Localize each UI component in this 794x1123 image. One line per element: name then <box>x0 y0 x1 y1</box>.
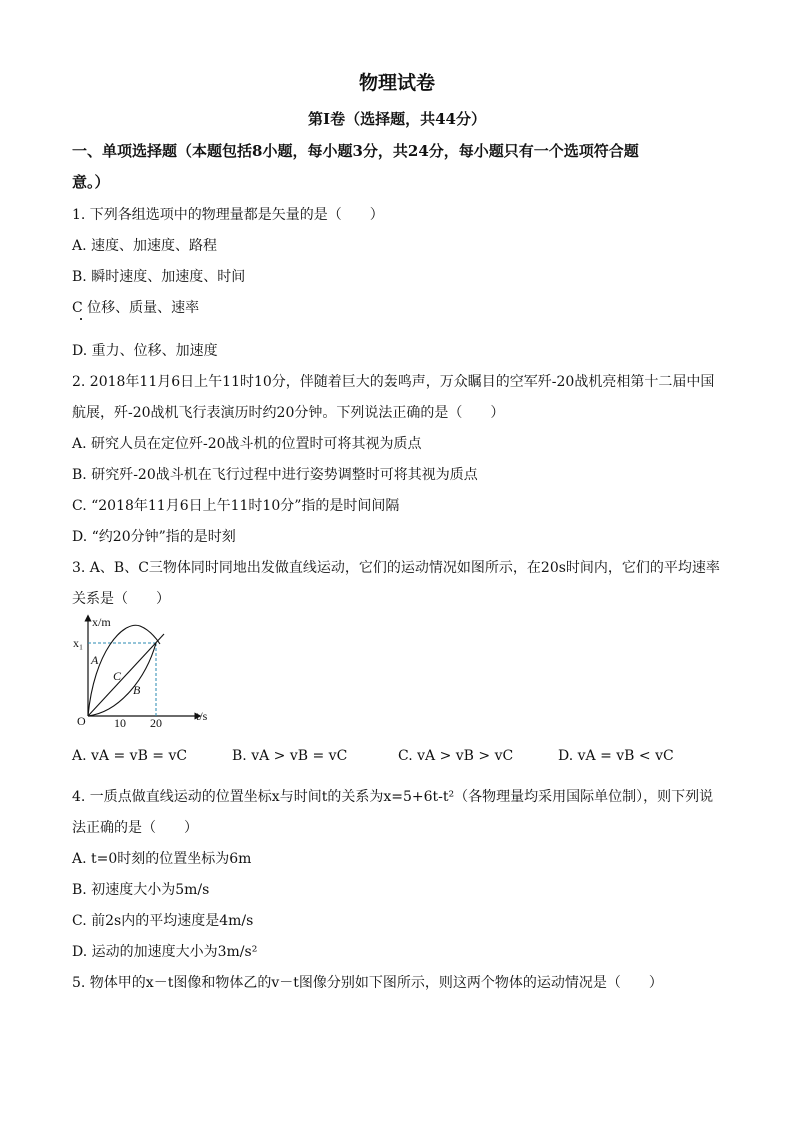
q3-option-d: D. vA = vB < vC <box>558 748 674 764</box>
q4-stem-line1: 4. 一质点做直线运动的位置坐标x与时间t的关系为x=5+6t-t²（各物理量均采用国际单位制），则下列说 <box>72 789 714 805</box>
q4-option-b: B. 初速度大小为5m/s <box>72 882 210 898</box>
q2-option-d: D. “约20分钟”指的是时刻 <box>72 529 236 545</box>
y-axis-label: x/m <box>92 615 111 629</box>
q5-stem: 5. 物体甲的x－t图像和物体乙的v－t图像分别如下图所示，则这两个物体的运动情况是（ ） <box>72 975 663 991</box>
q2-option-a: A. 研究人员在定位歼-20战斗机的位置时可将其视为质点 <box>72 436 422 452</box>
q3-option-a: A. vA = vB = vC <box>72 748 188 764</box>
stray-dot <box>80 318 82 320</box>
q3-stem-line1: 3. A、B、C三物体同时同地出发做直线运动，它们的运动情况如图所示，在20s时间内，它们的平均速率 <box>72 560 720 576</box>
q1-option-a: A. 速度、加速度、路程 <box>72 238 218 254</box>
q2-stem-line1: 2. 2018年11月6日上午11时10分，伴随着巨大的轰鸣声，万众瞩目的空军歼-20战机亮相第十二届中国 <box>72 374 715 390</box>
q1-option-b: B. 瞬时速度、加速度、时间 <box>72 269 246 285</box>
q3-xt-graph <box>68 612 218 730</box>
q1-stem: 1. 下列各组选项中的物理量都是矢量的是（ ） <box>72 207 384 223</box>
part-subtitle: 第Ⅰ卷（选择题，共44分） <box>308 110 486 128</box>
q4-option-a: A. t=0时刻的位置坐标为6m <box>72 851 252 867</box>
x-axis-label: t/s <box>196 709 208 723</box>
label-a: A <box>91 653 99 667</box>
q2-option-b: B. 研究歼-20战斗机在飞行过程中进行姿势调整时可将其视为质点 <box>72 467 478 483</box>
q1-option-c: C 位移、质量、速率 <box>72 300 200 316</box>
origin-label: O <box>77 714 86 728</box>
q2-stem-line2: 航展，歼-20战机飞行表演历时约20分钟。下列说法正确的是（ ） <box>72 405 505 421</box>
curve-a <box>88 625 160 716</box>
section-heading-line2: 意。） <box>72 173 110 191</box>
x1-label: x₁ <box>73 636 84 650</box>
tick-10: 10 <box>114 716 126 730</box>
q2-option-c: C. “2018年11月6日上午11时10分”指的是时间间隔 <box>72 498 400 514</box>
line-c <box>88 634 164 716</box>
page-title: 物理试卷 <box>358 72 435 94</box>
label-b: B <box>133 683 141 697</box>
q4-option-d: D. 运动的加速度大小为3m/s² <box>72 944 258 960</box>
q3-stem-line2: 关系是（ ） <box>72 591 170 607</box>
label-c: C <box>113 669 122 683</box>
section-heading-line1: 一、单项选择题（本题包括8小题，每小题3分，共24分，每小题只有一个选项符合题 <box>72 142 639 160</box>
tick-20: 20 <box>150 716 162 730</box>
q3-option-b: B. vA > vB = vC <box>232 748 348 764</box>
q3-option-c: C. vA > vB > vC <box>398 748 514 764</box>
q4-stem-line2: 法正确的是（ ） <box>72 820 198 836</box>
q4-option-c: C. 前2s内的平均速度是4m/s <box>72 913 254 929</box>
q1-option-d: D. 重力、位移、加速度 <box>72 343 218 359</box>
